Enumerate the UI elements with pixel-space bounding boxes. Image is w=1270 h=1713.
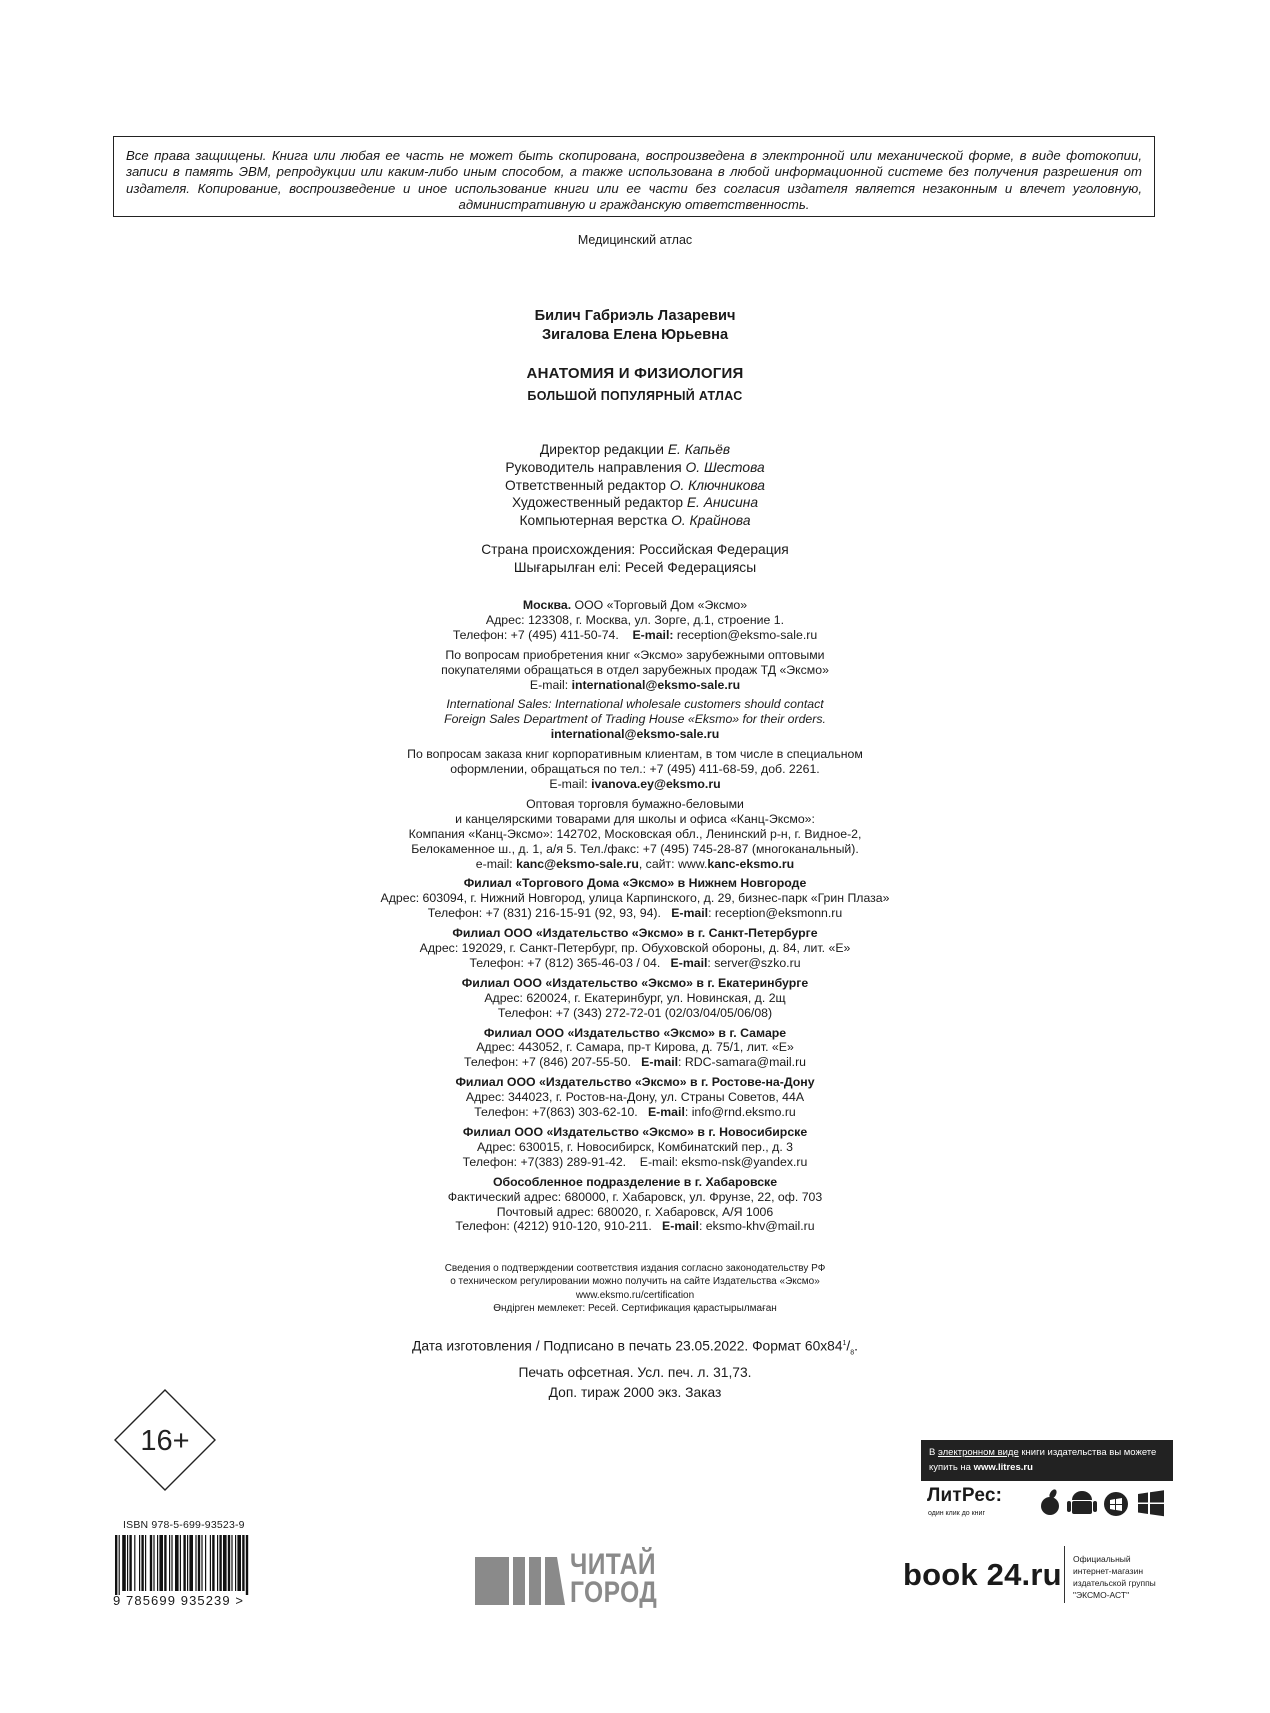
- foreign-en-block: International Sales: International wholesale customers should contact Foreign Sales Department of Trading House «Eksmo» for their orders. international@eksmo-sale.ru: [444, 697, 826, 742]
- age-rating-badge: [113, 1388, 217, 1492]
- series-label: Медицинский атлас: [577, 233, 693, 247]
- litres-logo: ЛитРес:: [927, 1485, 1003, 1506]
- branch-block: Филиал ООО «Издательство «Эксмо» в г. Новосибирске Адрес: 630015, г. Новосибирск, Комбинатский пер., д. 3 Телефон: +7(383) 289-91-42. E-mail: eksmo-nsk@yandex.ru: [462, 1125, 808, 1169]
- litres-banner[interactable]: В электронном виде книги издательства вы можете купить на www.litres.ru: [921, 1440, 1173, 1481]
- staff-row: Художественный редактор Е. Анисина: [511, 495, 759, 511]
- branch-block: Филиал ООО «Издательство «Эксмо» в г. Санкт-Петербурге Адрес: 192029, г. Санкт-Петербург, пр. Обуховской обороны, д. 84, лит. «Е» Телефон: +7 (812) 365-46-03 / 04. E-mail: server@szko.ru: [419, 926, 851, 970]
- branch-block: Филиал ООО «Издательство «Эксмо» в г. Екатеринбурге Адрес: 620024, г. Екатеринбург, ул. Новинская, д. 2щ Телефон: +7 (343) 272-72-01 (02/03/04/05/06/08): [461, 975, 809, 1020]
- printing-info: Дата изготовления / Подписано в печать 23.05.2022. Формат $60x84^1/_8$. Печать офсетная. Усл. печ. л. 31,73. Доп. тираж 2000 экз. Заказ: [412, 1338, 858, 1401]
- apple-icon: [1041, 1488, 1059, 1515]
- staff-row: Директор редакции Е. Капьёв: [539, 442, 731, 457]
- chitai-gorod-wordmark: ЧИТАЙ ГОРОД: [570, 1548, 658, 1609]
- country-info: [0, 541, 1270, 577]
- staff-list: [0, 441, 1270, 530]
- staff-row: Ответственный редактор О. Ключникова: [505, 477, 765, 493]
- moscow-block: Москва. ООО «Торговый Дом «Эксмо» Адрес: 123308, г. Москва, ул. Зорге, д.1, строение 1. Телефон: +7 (495) 411-50-74. E-mail: reception@eksmo-sale.ru: [452, 598, 818, 642]
- book24-note: Официальный интернет-магазин издательской группы "ЭКСМО-АСТ": [1073, 1554, 1156, 1600]
- corporate-block: По вопросам заказа книг корпоративным клиентам, в том числе в специальном оформлении, обращаться по тел.: +7 (495) 411-68-59, доб. 2261. E-mail: ivanova.ey@eksmo.ru: [407, 747, 863, 791]
- author-2: Зигалова Елена Юрьевна: [541, 327, 729, 343]
- book24-logo: book 24.ru: [903, 1557, 1062, 1592]
- country-ru: Страна происхождения: Российская Федерация: [481, 542, 789, 557]
- barcode: [113, 1535, 288, 1595]
- rights-notice: Все права защищены. Книга или любая ее часть не может быть скопирована, воспроизведена в электронной или механической форме, в виде фотокопии, записи в память ЭВМ, репродукции или каким-либо иным способом, а также использована в любой информационной системе без получения разрешения от издателя. Копирование, воспроизведение и иное использование книги или ее части без согласия издателя является незаконным и влечет уголовную, административную и гражданскую ответственность.: [113, 136, 1155, 217]
- branch-block: Филиал ООО «Издательство «Эксмо» в г. Ростове-на-Дону Адрес: 344023, г. Ростов-на-Дону, ул. Страны Советов, 44А Телефон: +7(863) 303-62-10. E-mail: info@rnd.eksmo.ru: [455, 1075, 815, 1120]
- book-title: АНАТОМИЯ И ФИЗИОЛОГИЯ: [526, 365, 744, 382]
- certification: Сведения о подтверждении соответствия издания согласно законодательству РФ о техническом регулировании можно получить на сайте Издательства «Эксмо» www.eksmo.ru/certification Өндірген мемлекет: Ресей. Сертификация қарастырылмаған: [444, 1263, 826, 1315]
- branch-block: Филиал «Торгового Дома «Эксмо» в Нижнем Новгороде Адрес: 603094, г. Нижний Новгород, улица Карпинского, д. 29, бизнес-парк «Грин Плаза» Телефон: +7 (831) 216-15-91 (92, 93, 94). E-mail: reception@eksmonn.ru: [380, 876, 890, 921]
- authors: [0, 307, 1270, 345]
- country-kz: Шығарылған елі: Ресей Федерациясы: [513, 559, 757, 575]
- litres-slogan: один клик до книг: [928, 1510, 986, 1517]
- book-subtitle: БОЛЬШОЙ ПОПУЛЯРНЫЙ АТЛАС: [527, 389, 743, 403]
- staff-row: Руководитель направления О. Шестова: [505, 459, 765, 475]
- ean-digits: 9 785699 935239 >: [113, 1593, 245, 1608]
- platform-icons: [1040, 1488, 1170, 1518]
- book24-divider: [1064, 1546, 1065, 1603]
- isbn: ISBN 978-5-699-93523-9: [123, 1519, 245, 1531]
- windows-phone-icon: [1104, 1492, 1128, 1516]
- foreign-ru-block: По вопросам приобретения книг «Эксмо» зарубежными оптовыми покупателями обращаться в отдел зарубежных продаж ТД «Эксмо» E-mail: international@eksmo-sale.ru: [441, 647, 829, 692]
- kanc-block: Оптовая торговля бумажно-беловыми и канцелярскими товарами для школы и офиса «Канц-Эксмо»: Компания «Канц-Эксмо»: 142702, Московская обл., Ленинский р-н, г. Видное-2, Белокаменное ш., д. 1, а/я 5. Тел./факс: +7 (495) 745-28-87 (многоканальный). e-mail: kanc@eksmo-sale.ru, сайт: www.kanc-eksmo.ru: [408, 796, 862, 871]
- staff-row: Компьютерная верстка О. Крайнова: [519, 513, 751, 529]
- contacts: [0, 598, 1270, 1239]
- branch-block: Обособленное подразделение в г. Хабаровске Фактический адрес: 680000, г. Хабаровск, ул. Фрунзе, 22, оф. 703 Почтовый адрес: 680020, г. Хабаровск, А/Я 1006 Телефон: (4212) 910-120, 910-211. E-mail: eksmo-khv@mail.ru: [447, 1174, 823, 1234]
- windows-icon: [1138, 1490, 1164, 1516]
- android-icon: [1067, 1491, 1097, 1514]
- author-1: Билич Габриэль Лазаревич: [534, 308, 736, 324]
- age-rating-text: 16+: [140, 1425, 190, 1457]
- branch-block: Филиал ООО «Издательство «Эксмо» в г. Самаре Адрес: 443052, г. Самара, пр-т Кирова, д. 75/1, лит. «Е» Телефон: +7 (846) 207-55-50. E-mail: RDC-samara@mail.ru: [464, 1025, 806, 1070]
